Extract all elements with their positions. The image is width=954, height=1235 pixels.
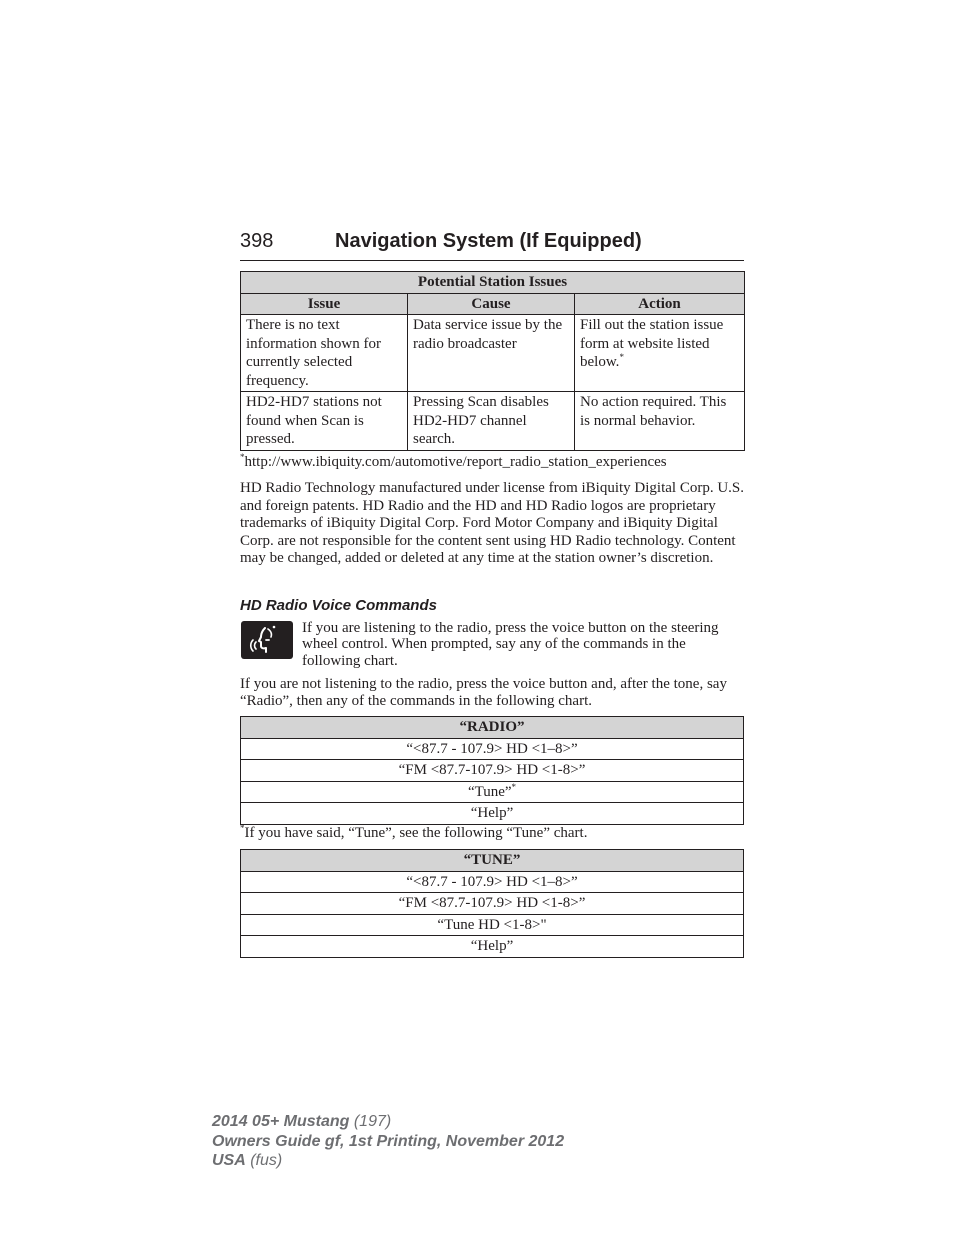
column-header-action: Action	[575, 293, 745, 315]
command-cell: “<87.7 - 107.9> HD <1–8>”	[241, 871, 744, 893]
action-cell: No action required. This is normal behavior.	[575, 392, 745, 451]
footer-line	[212, 1112, 564, 1132]
radio-instructions-paragraph: If you are not listening to the radio, press the voice button and, after the tone, say “Radio”, then any of the commands in the following chart.	[240, 676, 727, 709]
column-header-cause: Cause	[408, 293, 575, 315]
footnote-marker: *	[619, 352, 624, 362]
footnote-marker: *	[240, 452, 245, 462]
subheading: HD Radio Voice Commands	[240, 597, 437, 614]
command-cell: “FM <87.7-107.9> HD <1-8>”	[241, 893, 744, 915]
document-footer	[212, 1112, 564, 1171]
footnote-text: If you have said, “Tune”, see the following “Tune” chart.	[244, 825, 588, 841]
table-row	[241, 914, 744, 936]
hd-radio-license-paragraph: HD Radio Technology manufactured under license from iBiquity Digital Corp. U.S. and foreign patents. HD Radio and the HD and HD Radio logos are proprietary trademarks of iBiquity Digital Corp. Ford Motor Company and iBiquity Digital Corp. are not responsible for the content sent using HD Radio technology. Content may be changed, added or deleted at any time at the station owner’s discretion.	[240, 480, 744, 567]
table-row	[241, 315, 745, 392]
table-row	[241, 803, 744, 825]
page-header	[240, 228, 744, 261]
table-row	[241, 781, 744, 803]
footer-region-code: (fus)	[245, 1152, 283, 1169]
command-cell: “Help”	[241, 803, 744, 825]
potential-station-issues-table	[240, 271, 745, 451]
table-title: “RADIO”	[241, 717, 744, 739]
command-cell: “<87.7 - 107.9> HD <1–8>”	[241, 738, 744, 760]
voice-command-icon	[241, 621, 293, 659]
issue-cell: HD2-HD7 stations not found when Scan is pressed.	[241, 392, 408, 451]
footer-line	[212, 1151, 564, 1171]
action-cell	[575, 315, 745, 392]
action-text: Fill out the station issue form at website listed below.	[580, 317, 724, 370]
command-cell	[241, 781, 744, 803]
column-header-issue: Issue	[241, 293, 408, 315]
section-title: Navigation System (If Equipped)	[335, 230, 642, 252]
table-row	[241, 760, 744, 782]
table-title: Potential Station Issues	[241, 272, 745, 294]
footnote-url	[240, 454, 744, 472]
table-row	[241, 392, 745, 451]
page-number: 398	[240, 230, 274, 252]
table-title: “TUNE”	[241, 850, 744, 872]
footer-page-ref: (197)	[349, 1113, 392, 1130]
footer-edition: Owners Guide gf, 1st Printing, November 2012	[212, 1132, 565, 1150]
footnote-text: http://www.ibiquity.com/automotive/report_radio_station_experiences	[244, 454, 667, 470]
footer-model: 2014 05+ Mustang	[212, 1113, 350, 1130]
command-text: “Tune”	[467, 783, 512, 800]
command-cell: “Help”	[241, 936, 744, 958]
footnote-marker: *	[240, 823, 245, 833]
issue-cell: There is no text information shown for currently selected frequency.	[241, 315, 408, 392]
cause-cell: Data service issue by the radio broadcaster	[408, 315, 575, 392]
command-cell: “Tune HD <1-8>"	[241, 914, 744, 936]
radio-commands-table	[240, 716, 744, 825]
footer-region: USA	[212, 1152, 246, 1169]
table-row	[241, 738, 744, 760]
cause-cell: Pressing Scan disables HD2-HD7 channel search.	[408, 392, 575, 451]
table-row	[241, 936, 744, 958]
tune-commands-table	[240, 849, 744, 958]
table-row	[241, 871, 744, 893]
tune-footnote	[240, 825, 744, 843]
table-row	[241, 893, 744, 915]
command-cell: “FM <87.7-107.9> HD <1-8>”	[241, 760, 744, 782]
footnote-marker: *	[511, 781, 517, 792]
voice-instructions-paragraph: If you are listening to the radio, press the voice button on the steering wheel control. When prompted, say any of the commands in the following chart.	[302, 620, 719, 669]
